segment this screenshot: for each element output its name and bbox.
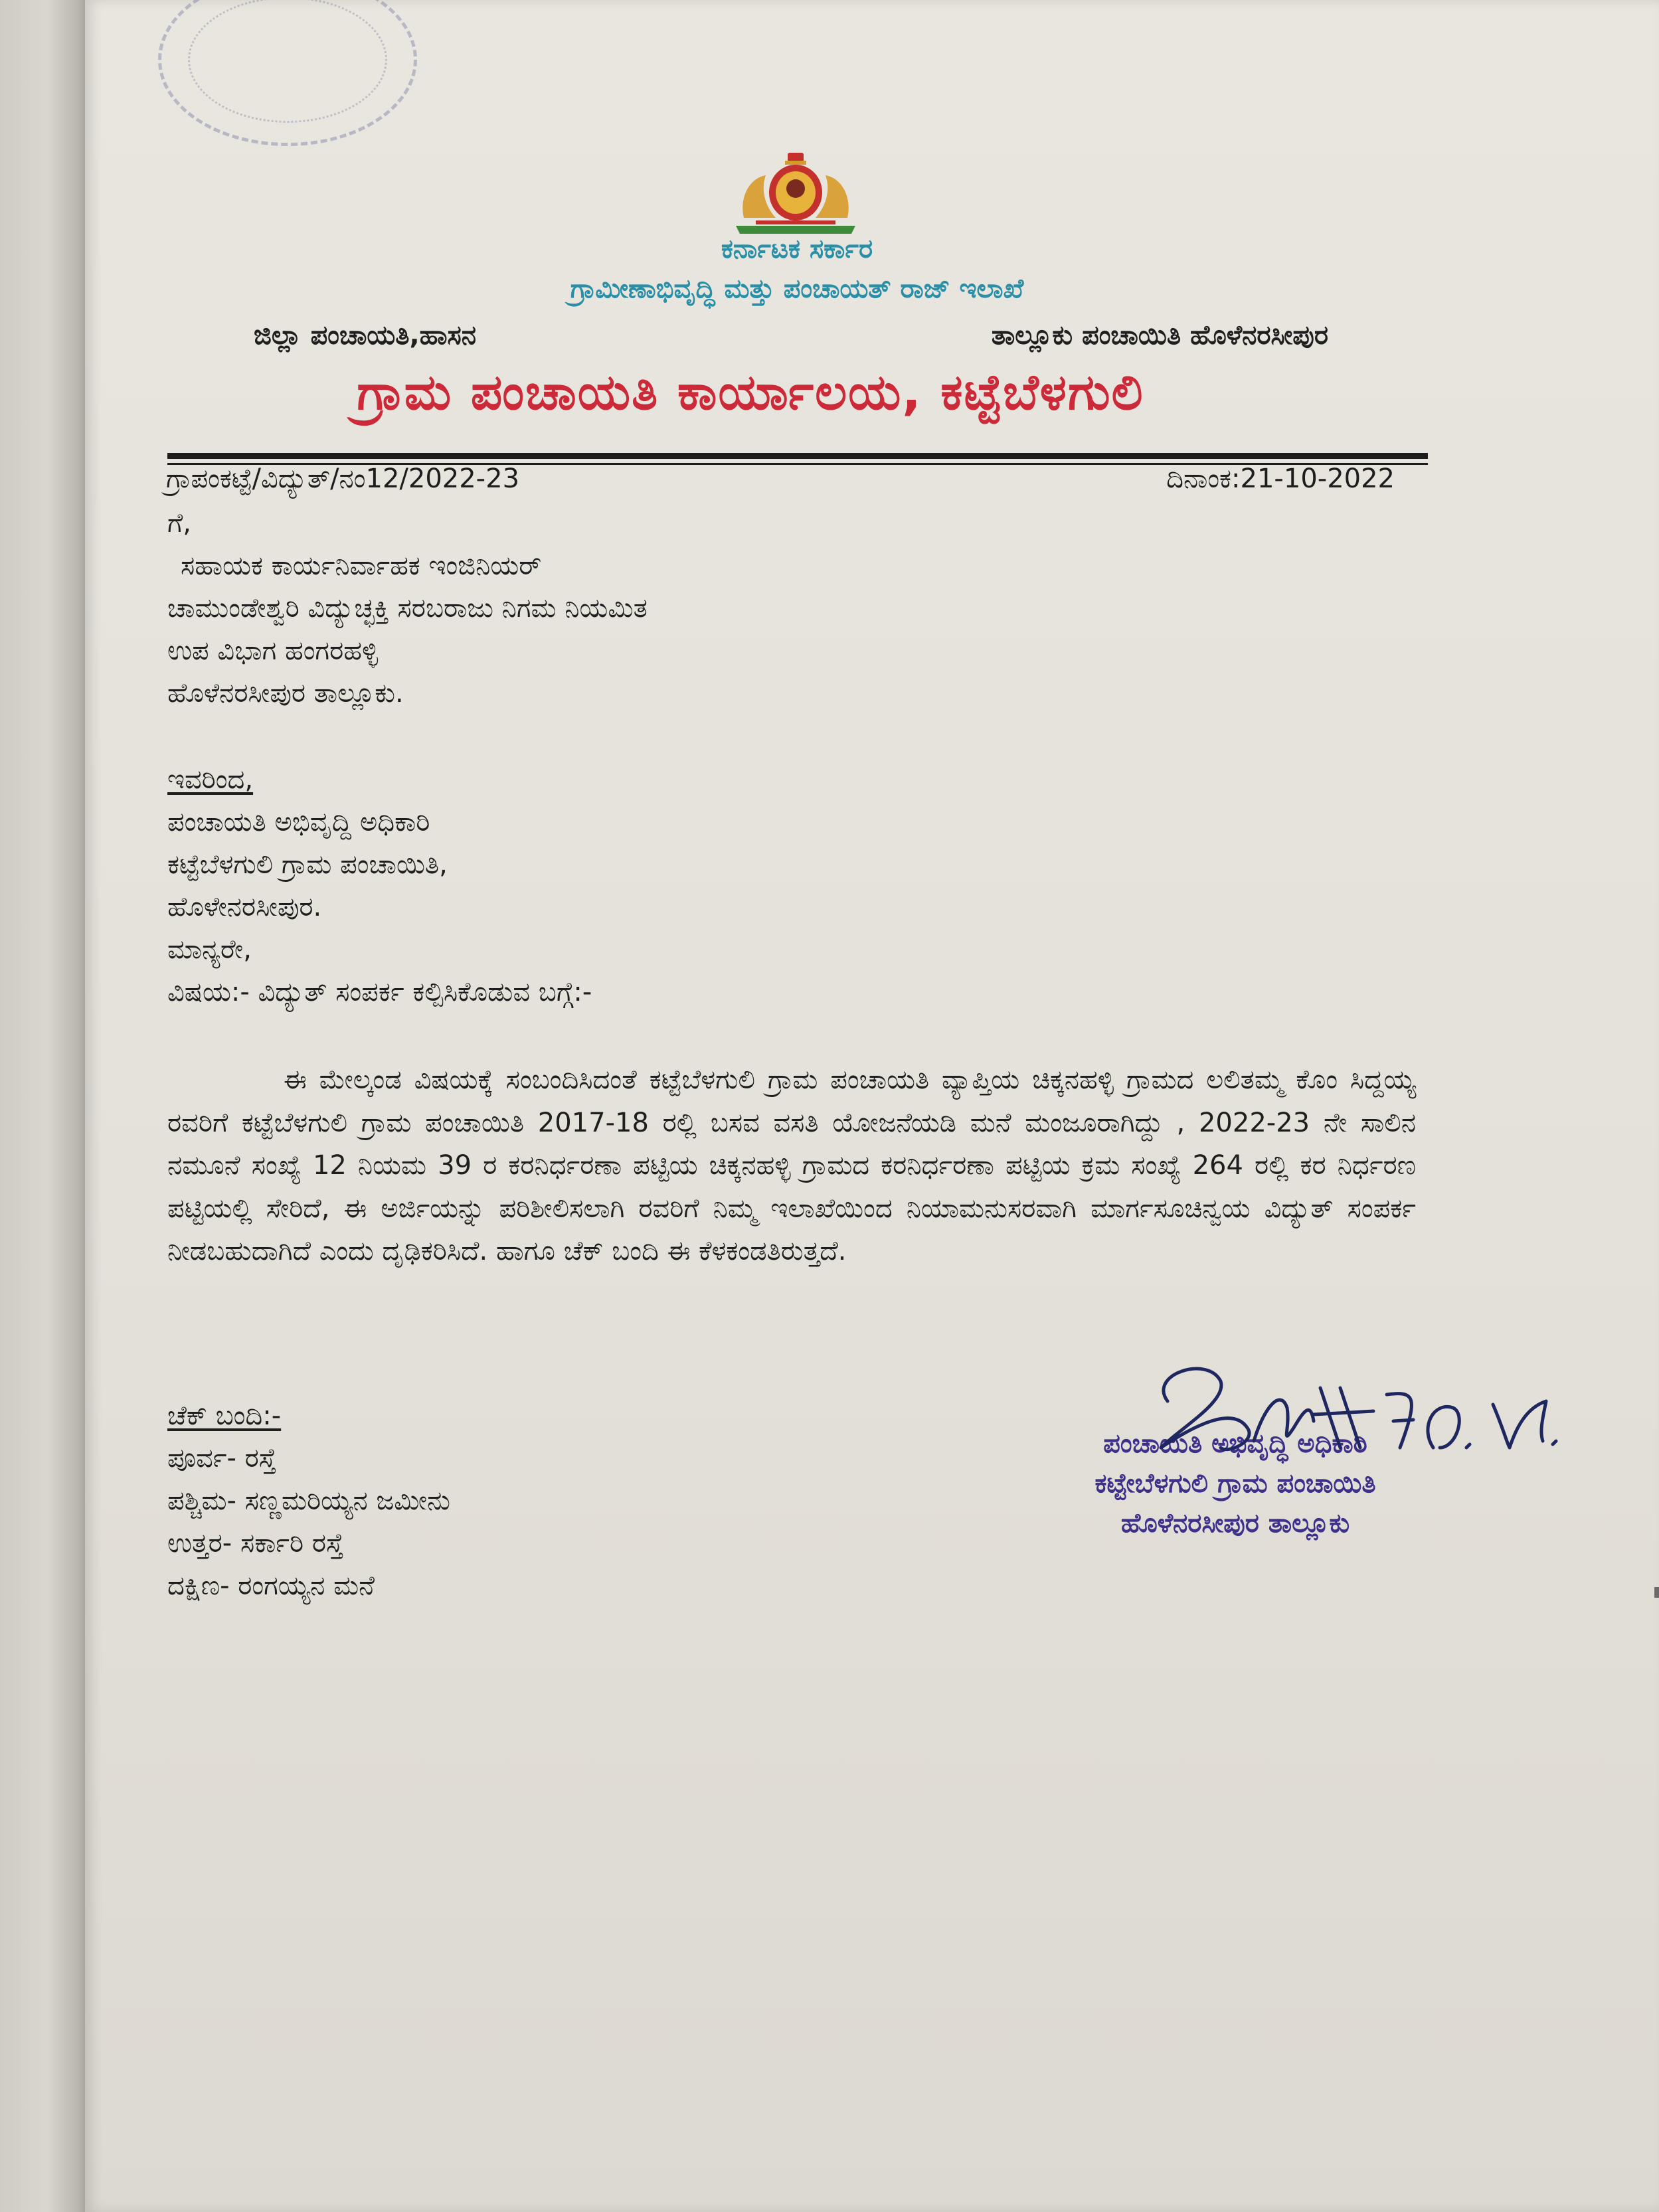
binder-margin	[0, 0, 85, 2212]
taluk-panchayat: ತಾಲ್ಲೂಕು ಪಂಚಾಯಿತಿ ಹೊಳೆನರಸೀಪುರ	[991, 320, 1328, 351]
handwritten-signature	[1121, 1348, 1586, 1474]
office-title: ಗ್ರಾಮ ಪಂಚಾಯತಿ ಕಾರ್ಯಾಲಯ, ಕಟ್ಟೆಬೆಳಗುಲಿ	[357, 364, 1144, 421]
reference-number: ಗ್ರಾಪಂಕಟ್ಟೆ/ವಿದ್ಯುತ್/ನಂ12/2022-23	[166, 464, 520, 494]
district-panchayat: ಜಿಲ್ಲಾ ಪಂಚಾಯತಿ,ಹಾಸನ	[254, 320, 476, 351]
sender-block	[167, 758, 592, 1013]
recipient-line: ಹೊಳೆನರಸೀಪುರ ತಾಲ್ಲೂಕು.	[167, 678, 404, 709]
boundary-west: ಪಶ್ಚಿಮ- ಸಣ್ಣಮರಿಯ್ಯನ ಜಮೀನು	[167, 1486, 451, 1516]
salutation: ಮಾನ್ಯರೇ,	[167, 934, 252, 965]
sender-heading: ಇವರಿಂದ,	[167, 764, 254, 795]
karnataka-emblem-icon	[729, 151, 862, 238]
sender-line: ಪಂಚಾಯತಿ ಅಭಿವೃದ್ದಿ ಅಧಿಕಾರಿ	[167, 807, 430, 837]
recipient-line: ಚಾಮುಂಡೇಶ್ವರಿ ವಿದ್ಯುಚ್ಛಕ್ತಿ ಸರಬರಾಜು ನಿಗಮ ನಿಯಮಿತ	[167, 593, 648, 624]
faded-round-stamp	[158, 0, 417, 146]
boundaries-heading: ಚೆಕ್ ಬಂದಿ:-	[167, 1401, 282, 1431]
sender-line: ಹೊಳೇನರಸೀಪುರ.	[167, 892, 322, 922]
recipient-block	[167, 502, 648, 715]
boundary-north: ಉತ್ತರ- ಸರ್ಕಾರಿ ರಸ್ತೆ	[167, 1528, 344, 1559]
government-name: ಕರ್ನಾಟಕ ಸರ್ಕಾರ	[721, 234, 873, 264]
stamp-line: ಪಂಚಾಯಿತಿ ಅಭಿವೃದ್ಧಿ ಅಧಿಕಾರಿ	[1103, 1428, 1367, 1459]
stamp-line: ಕಟ್ಟೇಬೆಳಗುಲಿ ಗ್ರಾಮ ಪಂಚಾಯಿತಿ	[1094, 1468, 1376, 1499]
recipient-line: ಉಪ ವಿಭಾಗ ಹಂಗರಹಳ್ಳಿ	[167, 636, 379, 666]
boundaries-block	[167, 1395, 450, 1607]
recipient-heading: ಗೆ,	[167, 508, 191, 539]
letter-body: ಈ ಮೇಲ್ಕಂಡ ವಿಷಯಕ್ಕೆ ಸಂಬಂದಿಸಿದಂತೆ ಕಟ್ಟೆಬೆಳಗುಲಿ ಗ್ರಾಮ ಪಂಚಾಯತಿ ವ್ಯಾಪ್ತಿಯ ಚಿಕ್ಕನಹಳ್ಳಿ ಗ್ರಾಮದ ಲಲಿತಮ್ಮ ಕೊಂ ಸಿದ್ದಯ್ಯ ರವರಿಗೆ ಕಟ್ಟೆಬೆಳಗುಲಿ ಗ್ರಾಮ ಪಂಚಾಯಿತಿ 2017-18 ರಲ್ಲಿ ಬಸವ ವಸತಿ ಯೋಜನೆಯಡಿ ಮನೆ ಮಂಜೂರಾಗಿದ್ದು , 2022-23 ನೇ ಸಾಲಿನ ನಮೂನೆ ಸಂಖ್ಯೆ 12 ನಿಯಮ 39 ರ ಕರನಿರ್ಧರಣಾ ಪಟ್ಟಿಯ ಚಿಕ್ಕನಹಳ್ಳಿ ಗ್ರಾಮದ ಕರನಿರ್ಧರಣಾ ಪಟ್ಟಿಯ ಕ್ರಮ ಸಂಖ್ಯೆ 264 ರಲ್ಲಿ ಕರ ನಿರ್ಧರಣ ಪಟ್ಟಿಯಲ್ಲಿ ಸೇರಿದೆ, ಈ ಅರ್ಜಿಯನ್ನು ಪರಿಶೀಲಿಸಲಾಗಿ ರವರಿಗೆ ನಿಮ್ಮ ಇಲಾಖೆಯಿಂದ ನಿಯಾಮನುಸರವಾಗಿ ಮಾರ್ಗಸೂಚಿನ್ವಯ ವಿದ್ಯುತ್ ಸಂಪರ್ಕ ನೀಡಬಹುದಾಗಿದೆ ಎಂದು ದೃಢಿಕರಿಸಿದೆ. ಹಾಗೂ ಚೆಕ್ ಬಂದಿ ಈ ಕೆಳಕಂಡತಿರುತ್ತದೆ.	[167, 1064, 1417, 1266]
boundary-east: ಪೂರ್ವ- ರಸ್ತೆ	[167, 1443, 277, 1474]
recipient-line: ಸಹಾಯಕ ಕಾರ್ಯನಿರ್ವಾಹಕ ಇಂಜಿನಿಯರ್	[181, 551, 542, 581]
letter-date: ದಿನಾಂಕ:21-10-2022	[1166, 464, 1395, 494]
page-edge-mark	[1654, 1587, 1659, 1598]
sender-line: ಕಟ್ಟೆಬೆಳಗುಲಿ ಗ್ರಾಮ ಪಂಚಾಯಿತಿ,	[167, 849, 448, 880]
department-name: ಗ್ರಾಮೀಣಾಭಿವೃದ್ಧಿ ಮತ್ತು ಪಂಚಾಯತ್ ರಾಜ್ ಇಲಾಖೆ	[570, 274, 1024, 304]
stamp-line: ಹೊಳೆನರಸೀಪುರ ತಾಲ್ಲೂಕು	[1120, 1508, 1350, 1539]
boundary-south: ದಕ್ಷಿಣ- ರಂಗಯ್ಯನ ಮನೆ	[167, 1571, 375, 1601]
subject-line: ವಿಷಯ:- ವಿದ್ಯುತ್ ಸಂಪರ್ಕ ಕಲ್ಪಿಸಿಕೊಡುವ ಬಗ್ಗೆ:-	[167, 977, 592, 1007]
